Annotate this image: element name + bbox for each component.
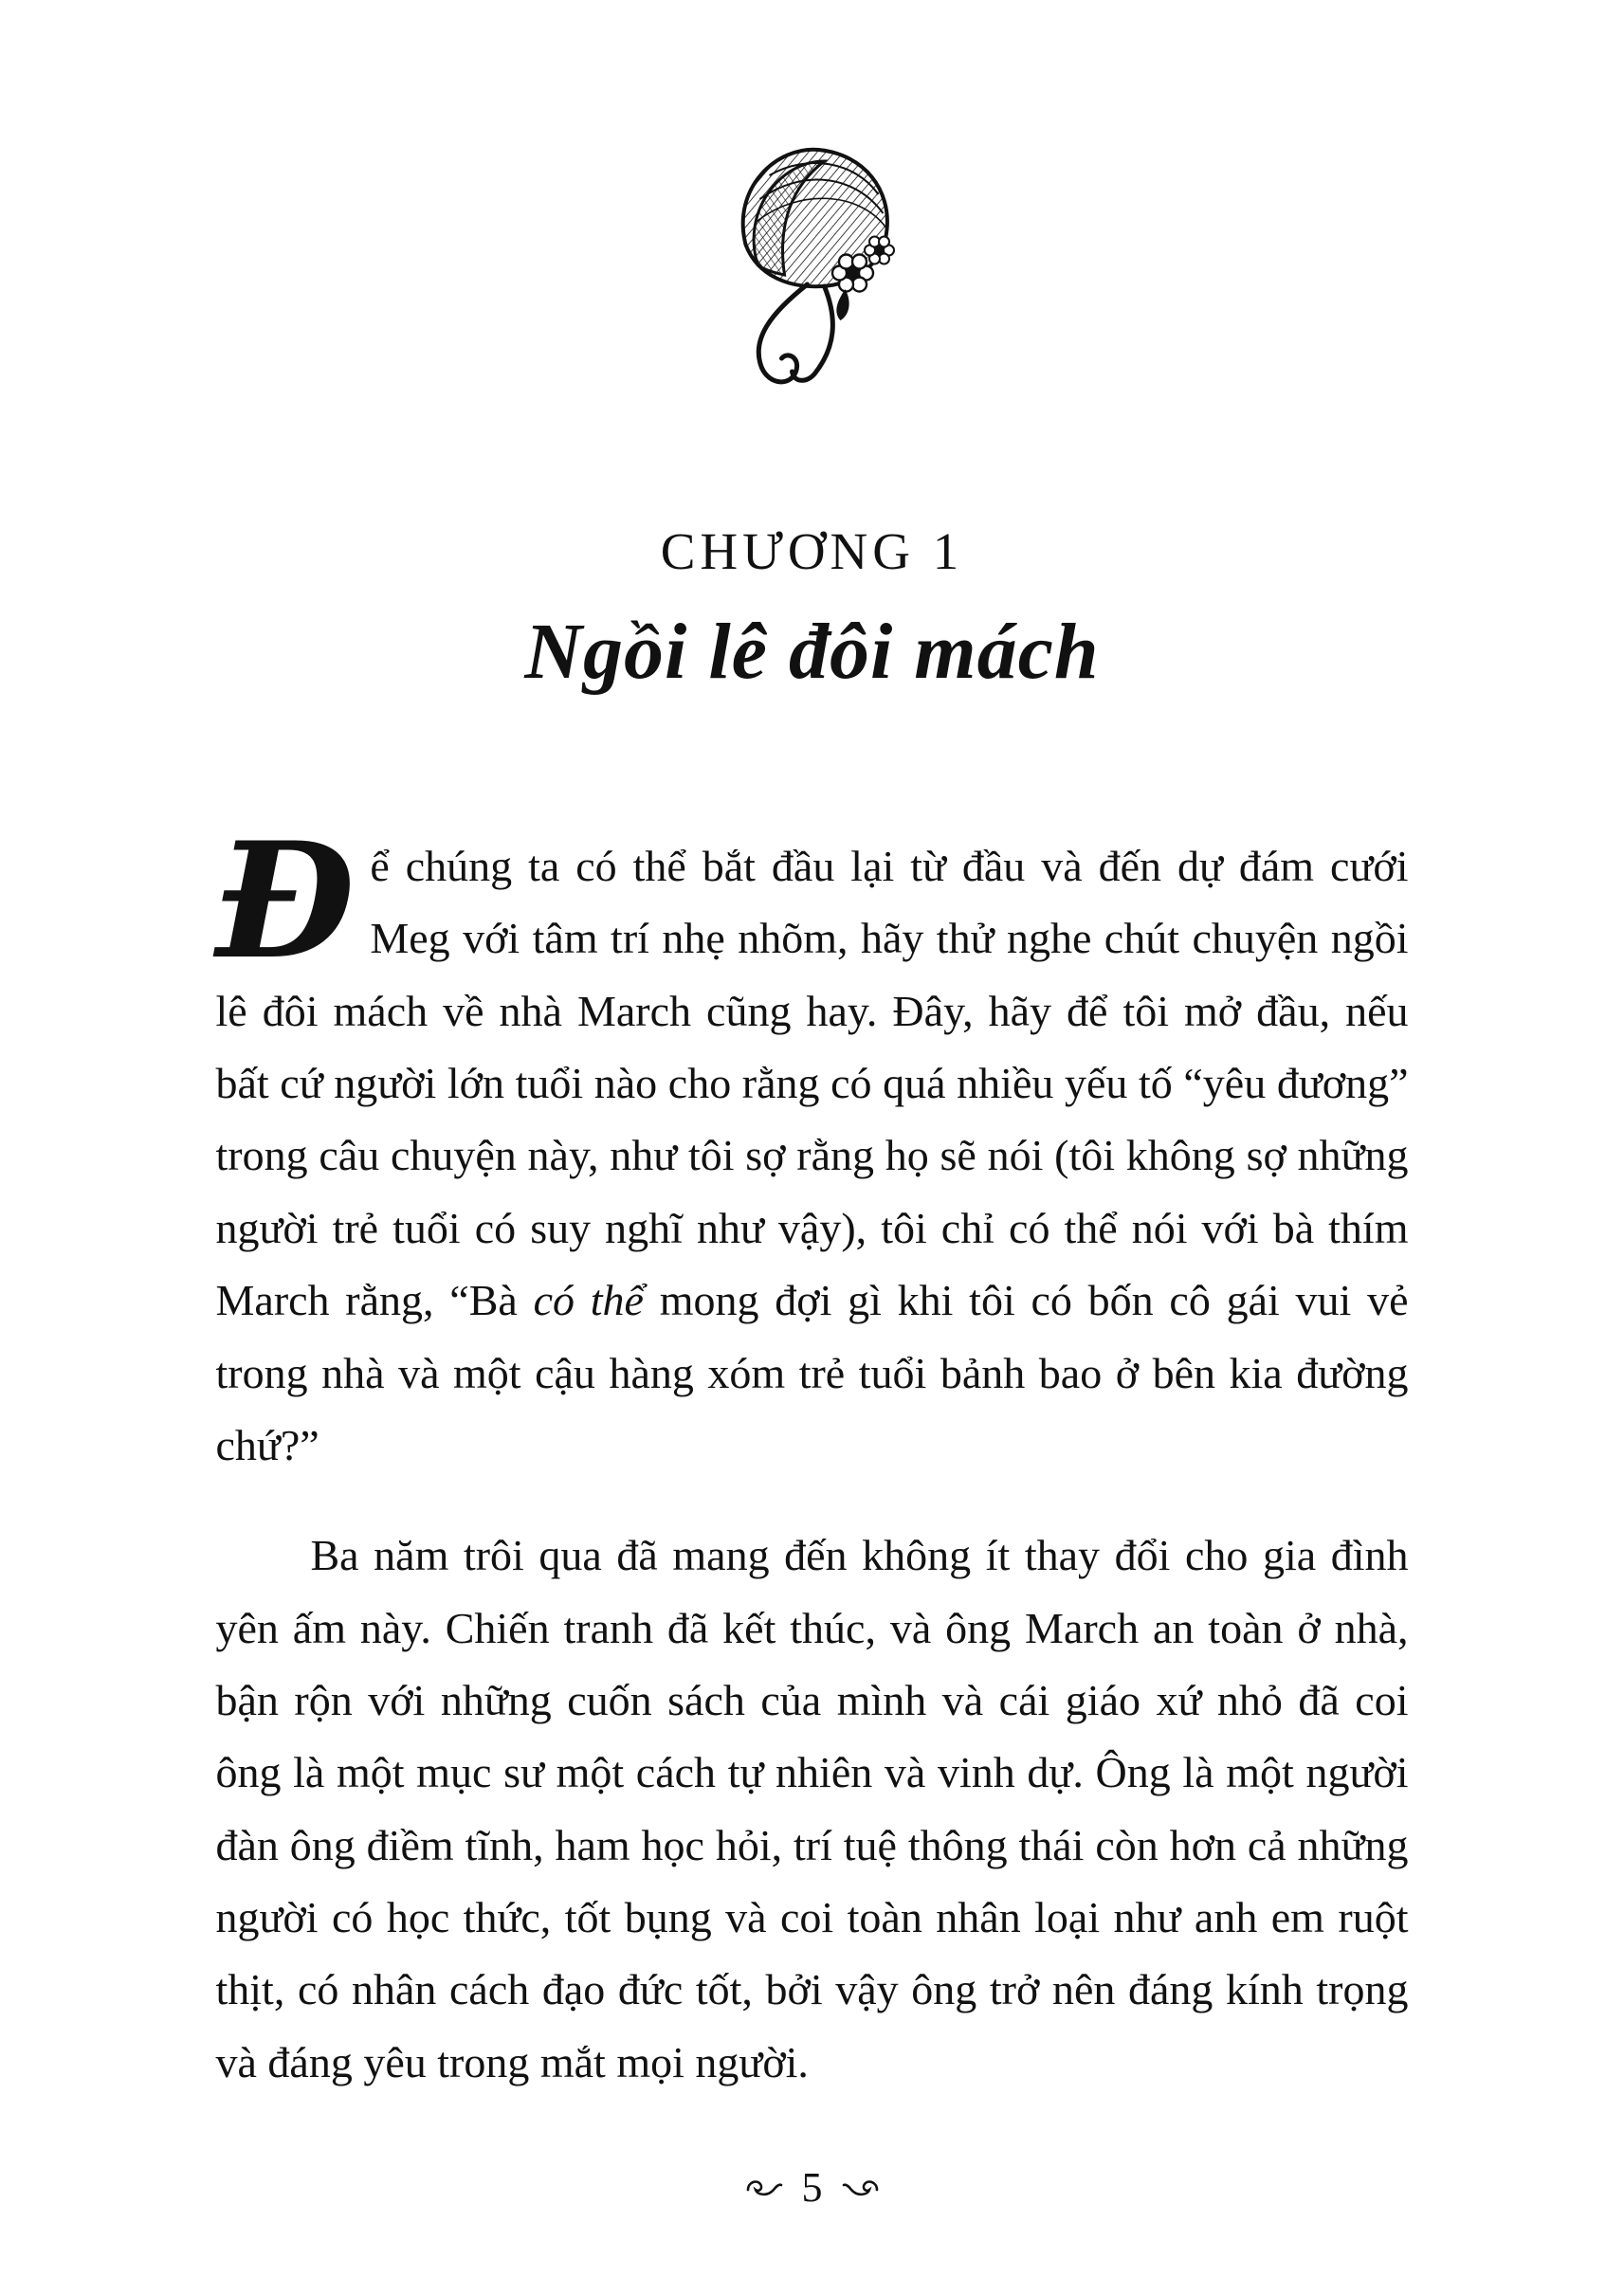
paragraph-1-text-continued: mong đợi gì khi tôi có bốn cô gái vui vẻ trong nhà và một cậu hàng xóm trẻ tuổi bảnh bao ở bên kia đường chứ?”: [215, 1276, 1409, 1469]
paragraph-2: Ba năm trôi qua đã mang đến không ít thay đổi cho gia đình yên ấm này. Chiến tranh đã kết thúc, và ông March an toàn ở nhà, bận rộn với những cuốn sách của mình và cái giáo xứ nhỏ đã coi ông là một mục sư một cách tự nhiên và vinh dự. Ông là một người đàn ông điềm tĩnh, ham học hỏi, trí tuệ thông thái còn hơn cả những người có học thức, tốt bụng và coi toàn nhân loại như anh em ruột thịt, có nhân cách đạo đức tốt, bởi vậy ông trở nên đáng kính trọng và đáng yêu trong mắt mọi người.: [215, 1531, 1409, 2086]
fleuron-left-icon: [745, 2177, 783, 2199]
paragraph-1-text: ể chúng ta có thể bắt đầu lại từ đầu và đến dự đám cưới Meg với tâm trí nhẹ nhõm, hãy thử nghe chút chuyện ngồi lê đôi mách về nhà March cũng hay. Đây, hãy để tôi mở đầu, nếu bất cứ người lớn tuổi nào cho rằng có quá nhiều yếu tố “yêu đương” trong câu chuyện này, như tôi sợ rằng họ sẽ nói (tôi không sợ những người trẻ tuổi có suy nghĩ như vậy), tôi chỉ có thể nói với bà thím March rằng, “Bà: [215, 842, 1409, 1325]
bonnet-ribbon: [758, 284, 832, 382]
dropcap-letter: Đ: [215, 807, 356, 994]
paragraph-1-emphasis: có thể: [533, 1276, 644, 1325]
page-footer: [0, 2163, 1624, 2212]
body-text: [215, 807, 1409, 2099]
fleuron-right-icon: [842, 2177, 880, 2199]
page-number: 5: [801, 2164, 823, 2211]
bonnet-illustration: [701, 133, 923, 417]
paragraph-1: [215, 807, 1409, 1482]
bonnet-icon: [701, 133, 923, 417]
chapter-title: Ngồi lê đôi mách: [524, 608, 1100, 696]
chapter-label: CHƯƠNG 1: [660, 522, 964, 580]
